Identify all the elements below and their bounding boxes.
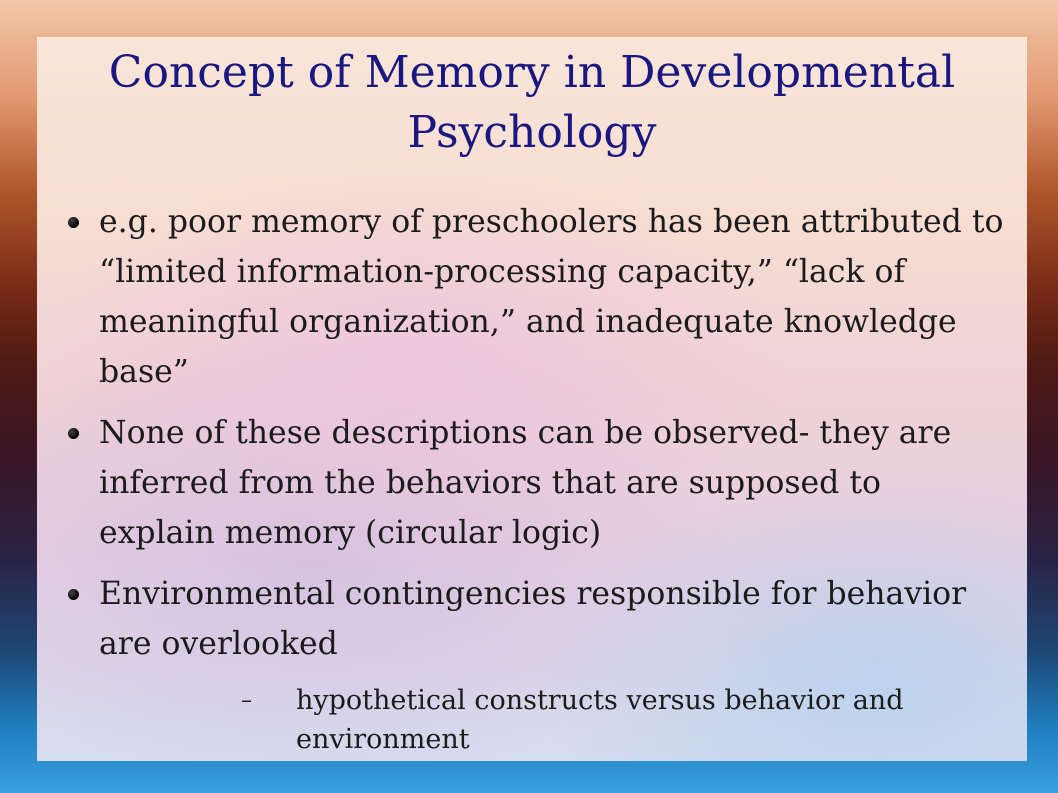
bullet-text: e.g. poor memory of preschoolers has been attributed to “limited information-processing capacity,” “lack of meaningful organization,” and inadequate knowledge base”	[99, 204, 1004, 390]
dash-icon: –	[241, 688, 252, 713]
sub-bullet-text: hypothetical constructs versus behavior and environment	[296, 685, 904, 755]
bullet-text: Environmental contingencies responsible for behavior are overlooked	[99, 576, 967, 662]
bullet-dot-icon	[68, 428, 79, 439]
bullet-dot-icon	[68, 589, 79, 600]
slide-panel	[37, 37, 1027, 761]
bullet-text: None of these descriptions can be observed- they are inferred from the behaviors that are supposed to explain memory (circular logic)	[99, 415, 952, 551]
bullet-dot-icon	[68, 217, 79, 228]
bullet-item	[65, 197, 1005, 397]
bullet-item	[65, 408, 1005, 558]
slide-title: Concept of Memory in Developmental Psychology	[108, 47, 956, 158]
sub-bullet-item	[99, 681, 1005, 759]
bullet-list	[65, 197, 1005, 761]
bullet-item	[65, 569, 1005, 759]
